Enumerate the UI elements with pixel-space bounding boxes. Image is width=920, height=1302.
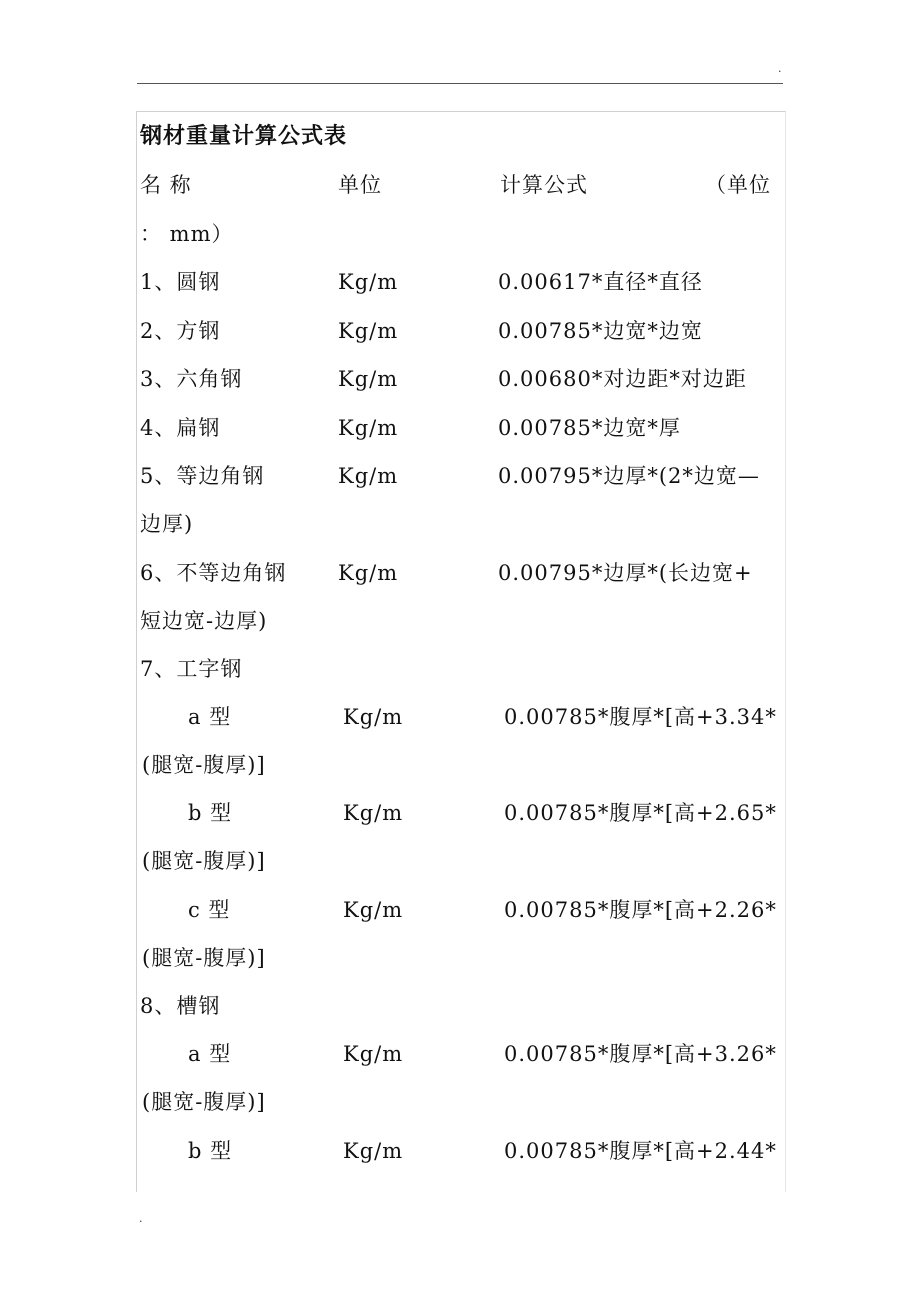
row-unit: Kg/m	[338, 561, 399, 585]
row-name: 2、方钢	[140, 319, 221, 343]
row-unit: Kg/m	[343, 705, 404, 729]
row-unit: Kg/m	[338, 270, 399, 294]
row-subtype-name: a 型	[188, 705, 232, 729]
row-group-name: 7、工字钢	[140, 657, 243, 681]
row-formula-continued: (腿宽-腹厚)]	[142, 849, 266, 873]
column-name-header: 名 称	[140, 173, 192, 197]
row-name: 3、六角钢	[140, 367, 243, 391]
row-unit: Kg/m	[343, 801, 404, 825]
row-subtype-name: b 型	[188, 801, 233, 825]
row-group-name: 8、槽钢	[140, 994, 221, 1018]
row-formula: 0.00785*边宽*厚	[498, 416, 681, 440]
row-unit: Kg/m	[338, 319, 399, 343]
unit-note: （单位	[705, 173, 771, 197]
column-formula-header: 计算公式	[500, 173, 588, 197]
row-name: 6、不等边角钢	[140, 561, 287, 585]
row-formula-continued: 短边宽-边厚)	[140, 609, 268, 633]
row-formula: 0.00785*腹厚*[高+2.26*	[504, 898, 777, 922]
column-unit-header: 单位	[338, 173, 382, 197]
row-formula-continued: 边厚)	[140, 512, 194, 536]
row-formula: 0.00795*边厚*(2*边宽—	[498, 464, 760, 488]
row-name: 4、扁钢	[140, 416, 221, 440]
row-formula: 0.00795*边厚*(长边宽+	[498, 561, 753, 585]
row-unit: Kg/m	[338, 464, 399, 488]
row-formula: 0.00785*腹厚*[高+3.34*	[504, 705, 777, 729]
unit-note-continued: ： mm）	[140, 222, 234, 246]
row-subtype-name: c 型	[188, 898, 231, 922]
row-formula: 0.00617*直径*直径	[498, 270, 703, 294]
document-title: 钢材重量计算公式表	[140, 123, 348, 149]
row-name: 5、等边角钢	[140, 464, 265, 488]
row-formula: 0.00785*腹厚*[高+2.65*	[504, 801, 777, 825]
row-subtype-name: a 型	[188, 1042, 232, 1066]
row-formula: 0.00785*腹厚*[高+3.26*	[504, 1042, 777, 1066]
header-rule	[137, 83, 783, 84]
footer-dot: .	[139, 1212, 143, 1225]
row-unit: Kg/m	[343, 898, 404, 922]
row-formula-continued: (腿宽-腹厚)]	[142, 1090, 266, 1114]
row-unit: Kg/m	[343, 1139, 404, 1163]
row-formula-continued: (腿宽-腹厚)]	[142, 946, 266, 970]
row-unit: Kg/m	[338, 367, 399, 391]
row-formula-continued: (腿宽-腹厚)]	[142, 753, 266, 777]
row-unit: Kg/m	[343, 1042, 404, 1066]
row-subtype-name: b 型	[188, 1139, 233, 1163]
row-unit: Kg/m	[338, 416, 399, 440]
header-dot: .	[778, 62, 782, 75]
row-formula: 0.00680*对边距*对边距	[498, 367, 747, 391]
row-formula: 0.00785*腹厚*[高+2.44*	[504, 1139, 777, 1163]
row-formula: 0.00785*边宽*边宽	[498, 319, 703, 343]
row-name: 1、圆钢	[140, 270, 221, 294]
